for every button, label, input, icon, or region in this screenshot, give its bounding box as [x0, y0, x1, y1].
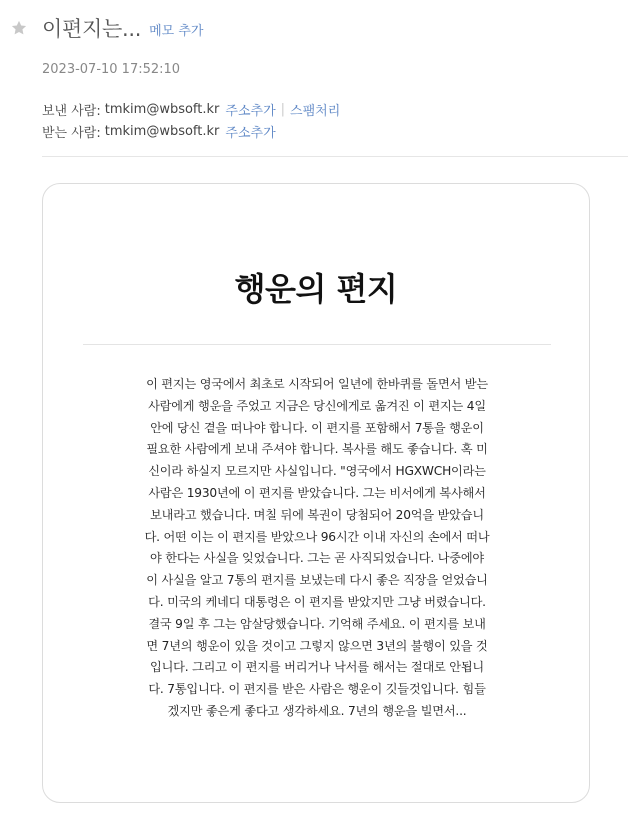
subject-row	[10, 12, 203, 44]
mail-body-card	[42, 183, 590, 803]
spam-link[interactable]: 스팸처리	[290, 104, 341, 119]
star-icon[interactable]	[10, 19, 28, 37]
sender-row	[42, 100, 340, 119]
link-separator: |	[280, 102, 286, 117]
letter-title: 행운의 편지	[234, 270, 398, 308]
sender-email: tmkim@wbsoft.kr	[104, 102, 220, 117]
recipient-label: 받는 사람:	[42, 126, 101, 141]
header-divider	[42, 156, 628, 157]
recipient-row	[42, 122, 276, 141]
recipient-email: tmkim@wbsoft.kr	[104, 124, 220, 139]
recipient-add-address-link[interactable]: 주소추가	[225, 126, 276, 141]
mail-subject: 이편지는...	[42, 17, 142, 41]
sender-label: 보낸 사람:	[42, 104, 101, 119]
add-memo-link[interactable]: 메모 추가	[149, 24, 204, 39]
sender-add-address-link[interactable]: 주소추가	[225, 104, 276, 119]
letter-text: 이 편지는 영국에서 최초로 시작되어 일년에 한바퀴를 돌면서 받는 사람에게 행운을 주었고 지금은 당신에게로 옮겨진 이 편지는 4일 안에 당신 곁을 떠나야 합니다. 이 편지를 포함해서 7통을 행운이 필요한 사람에게 보내 주셔야 합니다. 복사를 해도 좋습니다. 혹 미신이라 하실지 모르지만 사실입니다. "영국에서 HGXWCH이라는 사람은 1930년에 이 편지를 받았습니다. 그는 비서에게 복사해서 보내라고 했습니다. 며칠 뒤에 복권이 당첨되어 20억을 받았습니다. 어떤 이는 이 편지를 받았으나 96시간 이내 자신의 손에서 떠나야 한다는 사실을 잊었습니다. 그는 곧 사직되었습니다. 나중에야 이 사실을 알고 7통의 편지를 보냈는데 다시 좋은 직장을 얻었습니다. 미국의 케네디 대통령은 이 편지를 받았지만 그냥 버렸습니다. 결국 9일 후 그는 암살당했습니다. 기억해 주세요. 이 편지를 보내면 7년의 행운이 있을 것이고 그렇지 않으면 3년의 불행이 있을 것입니다. 그리고 이 편지를 버리거나 낙서를 해서는 절대로 안됩니다. 7통입니다. 이 편지를 받은 사람은 행운이 깃들것입니다. 힘들겠지만 좋은게 좋다고 생각하세요. 7년의 행운을 빌면서...	[144, 377, 490, 718]
mail-date: 2023-07-10 17:52:10	[42, 62, 181, 77]
title-divider	[83, 344, 551, 345]
